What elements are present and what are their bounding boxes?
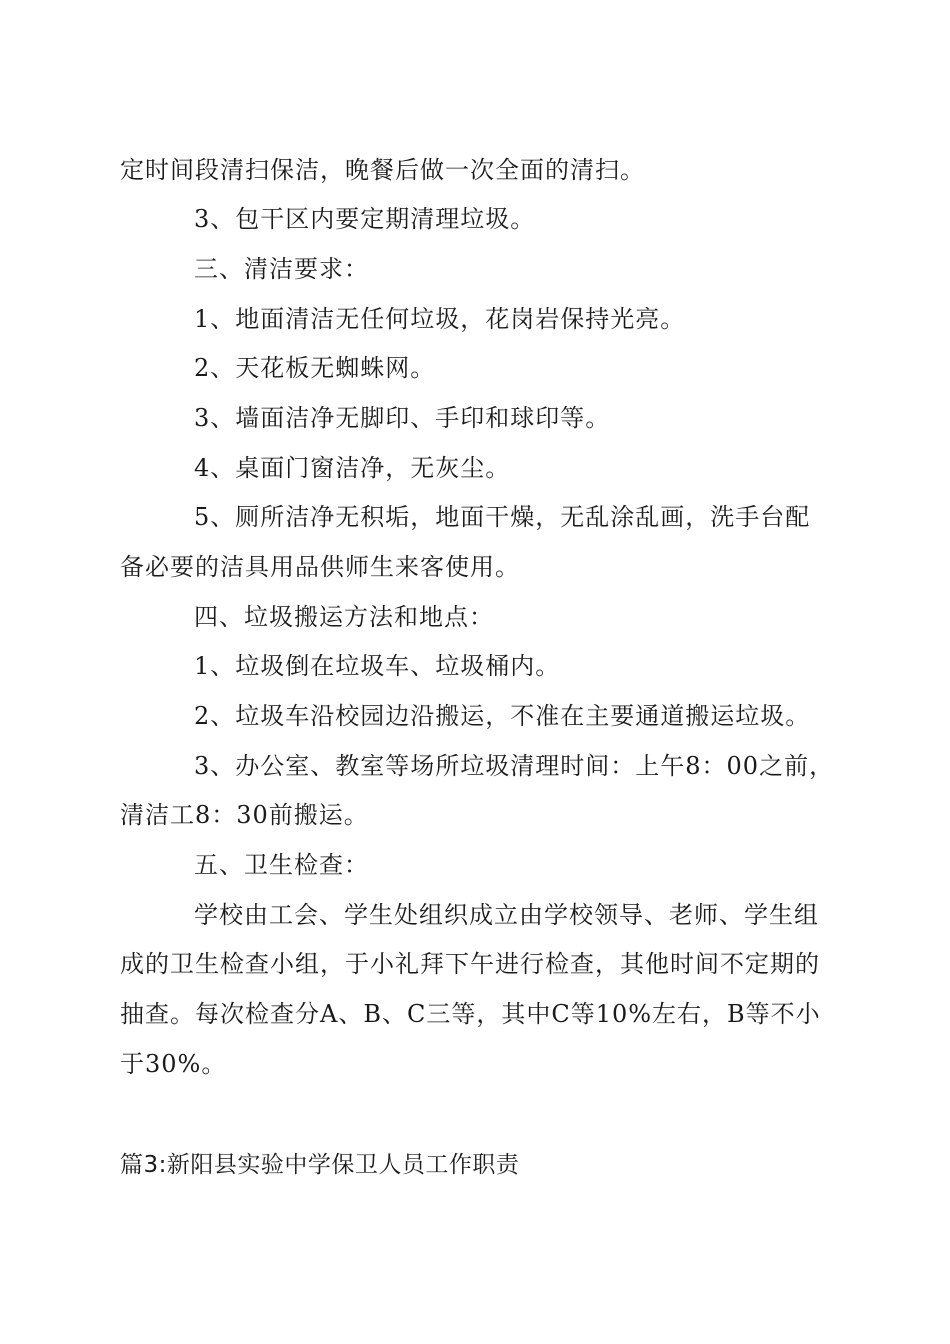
list-item: 2、天花板无蜘蛛网。 [194,354,436,382]
paragraph-line: 于30%。 [120,1050,227,1078]
paragraph-line: 抽查。每次检查分A、B、C三等，其中C等10%左右，B等不小 [120,1000,821,1028]
list-item: 3、办公室、教室等场所垃圾清理时间：上午8：00之前， [194,752,835,780]
paragraph-line: 备必要的洁具用品供师生来客使用。 [120,553,520,581]
list-item: 1、地面清洁无任何垃圾，花岗岩保持光亮。 [194,305,686,333]
list-item: 2、垃圾车沿校园边沿搬运，不准在主要通道搬运垃圾。 [194,702,811,730]
section-title: 三、清洁要求： [194,255,369,283]
paragraph-line: 3、包干区内要定期清理垃圾。 [194,205,536,233]
list-item: 3、墙面洁净无脚印、手印和球印等。 [194,404,611,432]
paragraph-line: 定时间段清扫保洁，晚餐后做一次全面的清扫。 [120,156,645,184]
paragraph-line: 成的卫生检查小组，于小礼拜下午进行检查，其他时间不定期的 [120,950,820,978]
chapter-heading: 篇3:新阳县实验中学保卫人员工作职责 [120,1152,520,1178]
paragraph-line: 学校由工会、学生处组织成立由学校领导、老师、学生组 [194,901,819,929]
list-item: 5、厕所洁净无积垢，地面干燥，无乱涂乱画，洗手台配 [194,503,811,531]
list-item: 1、垃圾倒在垃圾车、垃圾桶内。 [194,652,561,680]
paragraph-line: 清洁工8：30前搬运。 [120,801,369,829]
list-item: 4、桌面门窗洁净，无灰尘。 [194,454,511,482]
section-title: 四、垃圾搬运方法和地点： [194,603,494,631]
section-title: 五、卫生检查： [194,851,369,879]
